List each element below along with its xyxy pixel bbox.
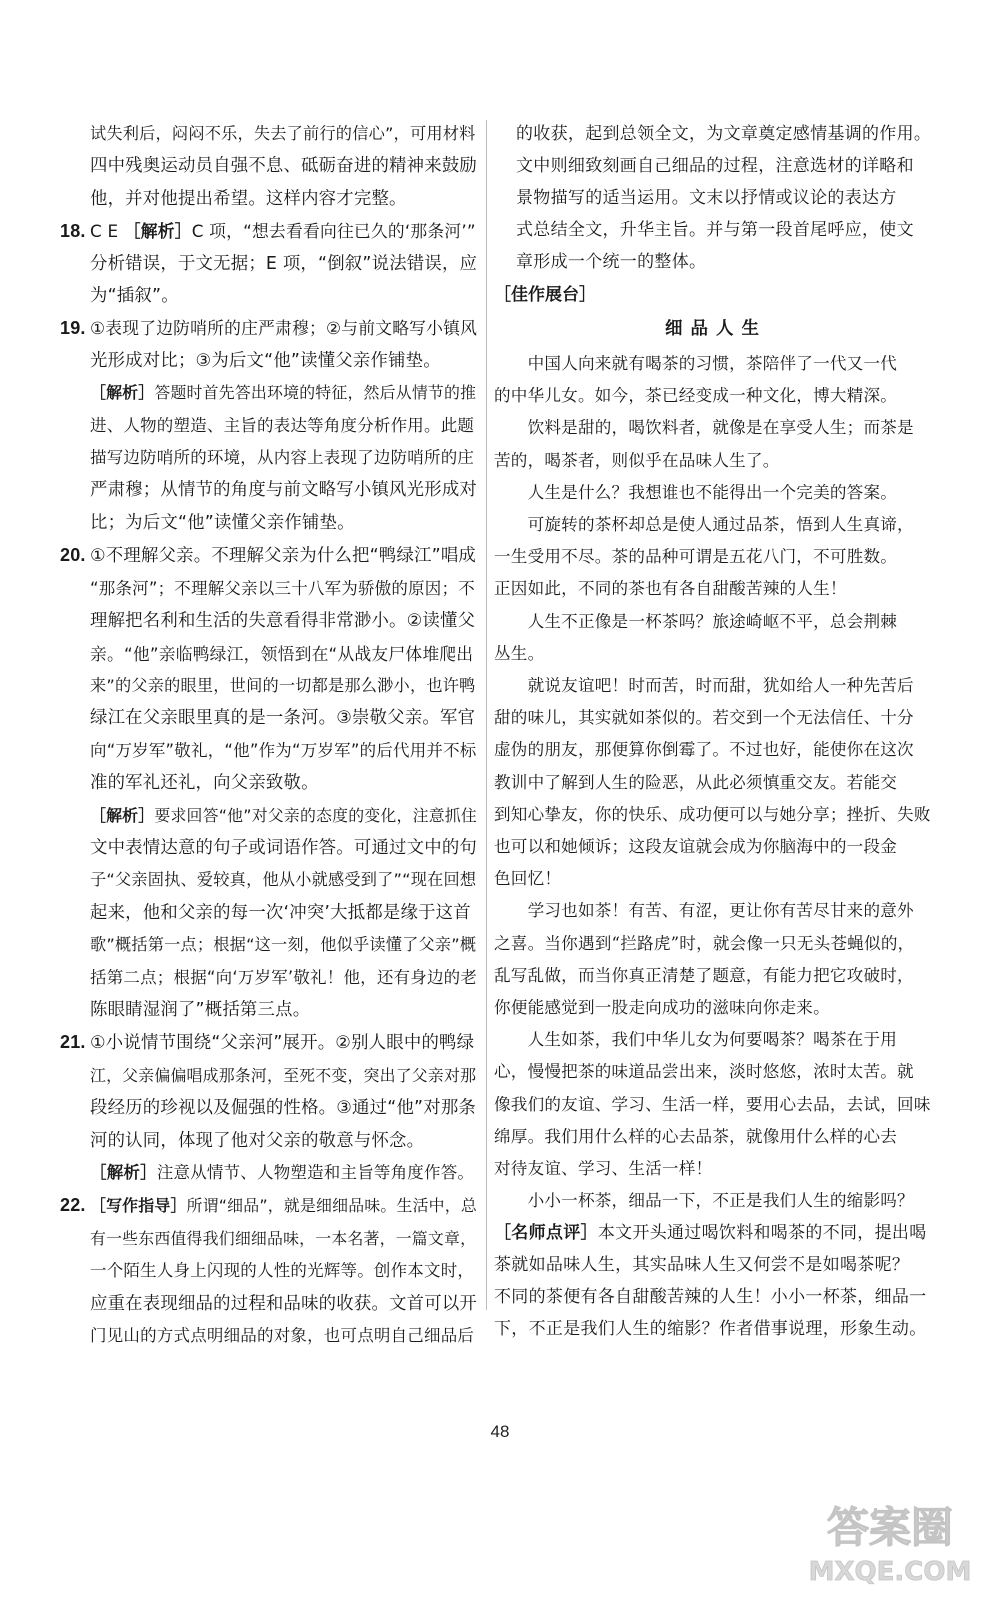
answer-text: 准的军礼还礼，向父亲致敬。 <box>90 773 319 794</box>
page-number: 48 <box>490 1422 510 1441</box>
comment-line: 下，不正是我们人生的缩影？作者借事说理，形象生动。 <box>494 1319 927 1340</box>
answer-text: 河的认同，体现了他对父亲的敬意与怀念。 <box>90 1130 425 1151</box>
answer-line <box>60 767 478 799</box>
answer-item-start <box>60 1189 478 1222</box>
answer-text: 光形成对比；③为后文“他”读懂父亲作铺垫。 <box>90 350 441 371</box>
answer-text: 起来，他和父亲的每一次‘冲突’大抵都是缘于这首 <box>90 902 471 923</box>
teacher-comment <box>494 1217 938 1345</box>
essay-line: 之喜。当你遇到“拦路虎”时，就会像一只无头苍蝇似的， <box>494 933 915 953</box>
essay-title: 细品人生 <box>665 319 767 339</box>
answer-item-start <box>60 1026 478 1059</box>
question-number: 19. <box>60 318 86 339</box>
answer-text: 子“父亲固执、爱较真，他从小就感受到了”“现在回想 <box>90 870 477 890</box>
answer-text: ［写作指导］所谓“细品”，就是细细品味。生活中，总 <box>90 1196 477 1216</box>
essay-line: 小小一杯茶，细品一下，不正是我们人生的缩影吗？ <box>494 1191 914 1211</box>
essay-line: 对待友谊、学习、生活一样！ <box>494 1159 713 1179</box>
answer-text: 括第二点；根据“向‘万岁军’敬礼！他，还有身边的老 <box>90 967 478 987</box>
answer-line <box>60 1125 478 1157</box>
answer-text: 向“万岁军”敬礼，“他”作为“万岁军”的后代用并不标 <box>90 740 477 760</box>
answer-line <box>60 994 478 1026</box>
essay-line: 苦的，喝茶者，则似乎在品味人生了。 <box>494 450 780 470</box>
answer-text: 严肃穆；从情节的角度与前文略写小镇风光形成对 <box>90 480 477 501</box>
answer-text: 段经历的珍视以及倔强的性格。③通过“他”对那条 <box>90 1098 477 1119</box>
question-number: 20. <box>60 545 86 566</box>
answer-line <box>60 1320 478 1352</box>
answer-text: ［解析］注意从情节、人物塑造和主旨等角度作答。 <box>90 1163 475 1182</box>
answer-text: 歌”概括第一点；根据“这一刻，他似乎读懂了父亲”概 <box>90 935 477 955</box>
answer-line <box>60 1288 478 1320</box>
watermark-logo <box>800 1490 980 1590</box>
essay-line: 教训中了解到人生的险恶，从此必须慎重交友。若能交 <box>494 772 898 792</box>
essay-line: 像我们的友谊、学习、生活一样，要用心去品，去试，回味 <box>494 1094 931 1114</box>
answer-line <box>60 150 478 182</box>
answer-line <box>60 1060 478 1092</box>
answer-line <box>60 474 478 506</box>
answer-line <box>60 118 478 150</box>
essay-line: 人生如茶，我们中华儿女为何要喝茶？喝茶在于用 <box>494 1030 898 1050</box>
essay-line: 心，慢慢把茶的味道品尝出来，淡时悠悠，浓时太苦。就 <box>494 1062 914 1082</box>
essay-line: 乱写乱做，而当你真正清楚了题意，有能力把它攻破时， <box>494 965 914 985</box>
answer-text: 他，并对他提出希望。这样内容才完整。 <box>90 188 407 209</box>
right-column <box>494 118 938 1345</box>
answer-text: 应重在表现细品的过程和品味的收获。文首可以开 <box>90 1293 477 1314</box>
watermark-text-top: 答案圈 <box>826 1503 954 1552</box>
answer-line <box>60 1157 478 1189</box>
answer-text: 为“插叙”。 <box>90 286 179 307</box>
answer-text: ①小说情节围绕“父亲河”展开。②别人眼中的鸭绿 <box>90 1033 475 1054</box>
comment-line: 茶就如品味人生，其实品味人生又何尝不是如喝茶呢？ <box>494 1255 910 1276</box>
answer-line <box>60 864 478 896</box>
answer-text: 来”的父亲的眼里，世间的一切都是那么渺小，也许鸭 <box>90 675 476 695</box>
essay-line: 中国人向来就有喝茶的习惯，茶陪伴了一代又一代 <box>494 354 898 373</box>
column-divider <box>486 120 487 1310</box>
answer-text: 绿江在父亲眼里真的是一条河。③崇敬父亲。军官 <box>90 708 476 729</box>
answer-line <box>60 345 478 377</box>
answer-item-start <box>60 215 478 247</box>
answer-text: ①表现了边防哨所的庄严肃穆；②与前文略写小镇风 <box>90 318 478 339</box>
essay-line: 正因如此，不同的茶也有各自甜酸苦辣的人生！ <box>494 579 847 599</box>
answer-line <box>60 962 478 994</box>
watermark-text-bottom: MXQE.COM <box>808 1557 972 1587</box>
essay-line: 到知心挚友，你的快乐、成功便可以与她分享；挫折、失败 <box>494 804 931 824</box>
answer-line <box>60 735 478 767</box>
guide-line: 式总结全文，升华主旨。并与第一段首尾呼应，使文 <box>516 220 914 240</box>
essay-line: 学习也如茶！有苦、有涩，更让你有苦尽甘来的意外 <box>494 901 914 921</box>
answer-text: ［解析］要求回答“他”对父亲的态度的变化，注意抓住 <box>90 805 477 825</box>
question-number: 18. <box>60 221 86 242</box>
answer-text: 描写边防哨所的环境，从内容上表现了边防哨所的庄 <box>90 448 475 468</box>
answer-line <box>60 377 478 409</box>
answer-line <box>60 573 478 605</box>
answer-text: 分析错误，于文无据；E 项，“倒叙”说法错误，应 <box>90 253 478 274</box>
answer-text: 四中残奥运动员自强不息、砥砺奋进的精神来鼓励 <box>90 156 477 177</box>
answer-line <box>60 800 478 832</box>
showcase-label: ［佳作展台］ <box>494 285 596 305</box>
essay-line: 人生是什么？我想谁也不能得出一个完美的答案。 <box>494 482 898 502</box>
essay-line: 你便能感觉到一股走向成功的滋味向你走来。 <box>494 998 830 1018</box>
comment-line: 不同的茶便有各自甜酸苦辣的人生！小小一杯茶，细品一 <box>494 1287 927 1308</box>
answer-line <box>60 929 478 961</box>
essay-line: 人生不正像是一杯茶吗？旅途崎岖不平，总会荆棘 <box>494 611 898 631</box>
answer-line <box>60 1092 478 1124</box>
answer-text: 江，父亲偏偏唱成那条河，至死不变，突出了父亲对那 <box>90 1065 477 1085</box>
essay-line: 甜的味儿，其实就如茶似的。若交到一个无法信任、十分 <box>494 708 914 728</box>
essay-line: 一生受用不尽。茶的品种可谓是五花八门，不可胜数。 <box>494 547 898 567</box>
guide-line: 文中则细致刻画自己细品的过程，注意选材的详略和 <box>516 156 914 176</box>
answer-text: ①不理解父亲。不理解父亲为什么把“鸭绿江”唱成 <box>90 546 477 567</box>
answer-text: C E ［解析］C 项，“想去看看向往已久的‘那条河’” <box>90 221 476 242</box>
answer-text: 文中表情达意的句子或词语作答。可通过文中的句 <box>90 837 477 858</box>
model-essay <box>494 348 938 1217</box>
essay-line: 饮料是甜的，喝饮料者，就像是在享受人生；而茶是 <box>494 418 914 438</box>
answer-text: “那条河”；不理解父亲以三十八军为骄傲的原因；不 <box>90 578 475 598</box>
essay-line: 也可以和她倾诉；这段友谊就会成为你脑海中的一段金 <box>494 837 898 857</box>
writing-guide-continued <box>494 118 938 278</box>
answer-text: 亲。“他”亲临鸭绿江，领悟到在“从战友尸体堆爬出 <box>90 643 474 664</box>
answer-line <box>60 670 478 702</box>
essay-line: 绵厚。我们用什么样的心去品茶，就像用什么样的心去 <box>494 1126 898 1146</box>
essay-line: 色回忆！ <box>494 869 562 889</box>
guide-line: 景物描写的适当运用。文末以抒情或议论的表达方 <box>516 188 897 208</box>
answer-text: 有一些东西值得我们细细品味，一本名著，一篇文章， <box>90 1228 477 1248</box>
essay-line: 虚伪的朋友，那便算你倒霉了。不过也好，能使你在这次 <box>494 740 914 760</box>
answer-text: 试失利后，闷闷不乐，失去了前行的信心”，可用材料 <box>90 124 476 143</box>
essay-line: 就说友谊吧！时而苦，时而甜，犹如给人一种先苦后 <box>494 676 914 696</box>
guide-line: 的收获，起到总领全文，为文章奠定感情基调的作用。 <box>516 124 932 144</box>
answer-text: 陈眼睛湿润了”概括第三点。 <box>90 999 311 1020</box>
answer-line <box>60 183 478 215</box>
answer-line <box>60 280 478 312</box>
question-number: 21. <box>60 1032 86 1053</box>
answer-text: 进、人物的塑造、主旨的表达等角度分析作用。此题 <box>90 415 475 435</box>
answer-text: 一个陌生人身上闪现的人性的光辉等。创作本文时， <box>90 1261 475 1281</box>
essay-line: 丛生。 <box>494 643 545 663</box>
answer-line <box>60 897 478 929</box>
answer-line <box>60 605 478 637</box>
answer-text: 理解把名利和生活的失意看得非常渺小。②读懂父 <box>90 611 476 632</box>
answer-line <box>60 1255 478 1287</box>
answer-line <box>60 1223 478 1255</box>
answer-line <box>60 638 478 670</box>
guide-line: 章形成一个统一的整体。 <box>516 252 707 272</box>
answer-text: 门见山的方式点明细品的对象，也可点明自己细品后 <box>90 1326 475 1346</box>
answer-line <box>60 507 478 539</box>
essay-line: 的中华儿女。如今，茶已经变成一种文化，博大精深。 <box>494 386 898 406</box>
answer-text: ［解析］答题时首先答出环境的特征，然后从情节的推 <box>90 383 477 403</box>
answer-line <box>60 442 478 474</box>
answer-item-start <box>60 312 478 344</box>
left-column <box>60 118 478 1352</box>
answer-item-start <box>60 539 478 572</box>
answer-line <box>60 832 478 864</box>
answer-line <box>60 248 478 280</box>
question-number: 22. <box>60 1195 86 1216</box>
comment-line: ［名师点评］本文开头通过喝饮料和喝茶的不同，提出喝 <box>494 1223 927 1244</box>
answer-line <box>60 702 478 734</box>
answer-line <box>60 410 478 442</box>
answer-text: 比；为后文“他”读懂父亲作铺垫。 <box>90 512 355 533</box>
essay-line: 可旋转的茶杯却总是使人通过品茶，悟到人生真谛， <box>494 515 914 535</box>
